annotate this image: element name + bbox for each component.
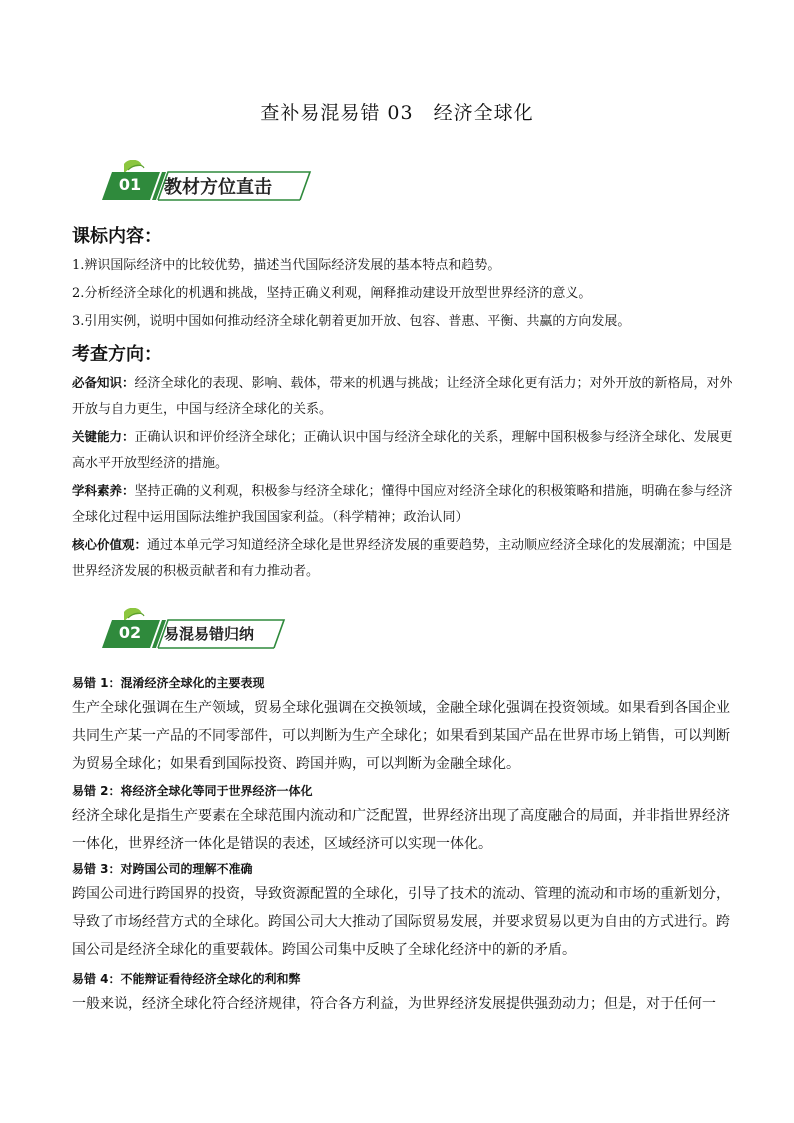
document-title: 查补易混易错 03 经济全球化 xyxy=(260,102,534,124)
error-title: 易错 3：对跨国公司的理解不准确 xyxy=(72,862,253,876)
error-title: 易错 2：将经济全球化等同于世界经济一体化 xyxy=(72,784,313,798)
section-header-01 xyxy=(98,160,318,202)
curriculum-item: 2.分析经济全球化的机遇和挑战，坚持正确义利观，阐释推动建设开放型世界经济的意义。 xyxy=(72,286,592,301)
error-title: 易错 4：不能辩证看待经济全球化的利和弊 xyxy=(72,972,301,986)
curriculum-item: 1.辨识国际经济中的比较优势，描述当代国际经济发展的基本特点和趋势。 xyxy=(72,258,501,273)
error-item-4 xyxy=(72,968,736,1018)
exam-item-label: 学科素养： xyxy=(72,483,135,498)
section-number: 01 xyxy=(118,175,142,194)
error-item-3 xyxy=(72,858,736,964)
exam-item-knowledge xyxy=(72,370,736,423)
exam-item-text: 经济全球化的表现、影响、载体，带来的机遇与挑战；让经济全球化更有活力；对外开放的新格局，对外开放与自力更生，中国与经济全球化的关系。 xyxy=(72,376,733,417)
exam-item-text: 正确认识和评价经济全球化；正确认识中国与经济全球化的关系，理解中国积极参与经济全球化、发展更高水平开放型经济的措施。 xyxy=(72,430,733,471)
error-body: 跨国公司进行跨国界的投资，导致资源配置的全球化，引导了技术的流动、管理的流动和市场的重新划分，导致了市场经营方式的全球化。跨国公司大大推动了国际贸易发展，并要求贸易以更为自由的方式进行。跨国公司是经济全球化的重要载体。跨国公司集中反映了全球化经济中的新的矛盾。 xyxy=(72,886,730,958)
section-title: 易混易错归纳 xyxy=(164,625,255,643)
exam-item-label: 核心价值观： xyxy=(72,537,148,552)
exam-item-text: 坚持正确的义利观，积极参与经济全球化；懂得中国应对经济全球化的积极策略和措施，明确在参与经济全球化过程中运用国际法维护我国国家利益。（科学精神；政治认同） xyxy=(72,484,733,525)
curriculum-item: 3.引用实例，说明中国如何推动经济全球化朝着更加开放、包容、普惠、平衡、共赢的方向发展。 xyxy=(72,314,631,329)
error-item-2 xyxy=(72,780,736,858)
section-title: 教材方位直击 xyxy=(164,177,272,198)
exam-item-label: 必备知识： xyxy=(72,375,135,390)
curriculum-list xyxy=(72,252,732,336)
error-body: 一般来说，经济全球化符合经济规律，符合各方利益，为世界经济发展提供强劲动力；但是，对于任何一 xyxy=(72,996,716,1012)
exam-heading: 考查方向： xyxy=(72,344,162,365)
section-number: 02 xyxy=(118,623,142,642)
exam-item-ability xyxy=(72,424,736,477)
error-body: 经济全球化是指生产要素在全球范围内流动和广泛配置，世界经济出现了高度融合的局面，并非指世界经济一体化，世界经济一体化是错误的表述，区域经济可以实现一体化。 xyxy=(72,808,730,852)
exam-item-values xyxy=(72,532,736,585)
curriculum-heading: 课标内容： xyxy=(72,226,162,247)
error-body: 生产全球化强调在生产领域，贸易全球化强调在交换领域，金融全球化强调在投资领域。如果看到各国企业共同生产某一产品的不同零部件，可以判断为生产全球化；如果看到某国产品在世界市场上销售，可以判断为贸易全球化；如果看到国际投资、跨国并购，可以判断为金融全球化。 xyxy=(72,700,730,772)
error-title: 易错 1：混淆经济全球化的主要表现 xyxy=(72,676,265,690)
exam-item-text: 通过本单元学习知道经济全球化是世界经济发展的重要趋势，主动顺应经济全球化的发展潮流；中国是世界经济发展的积极贡献者和有力推动者。 xyxy=(72,538,733,579)
error-item-1 xyxy=(72,672,736,778)
exam-item-literacy xyxy=(72,478,736,531)
section-header-02 xyxy=(98,608,318,650)
exam-item-label: 关键能力： xyxy=(72,429,135,444)
